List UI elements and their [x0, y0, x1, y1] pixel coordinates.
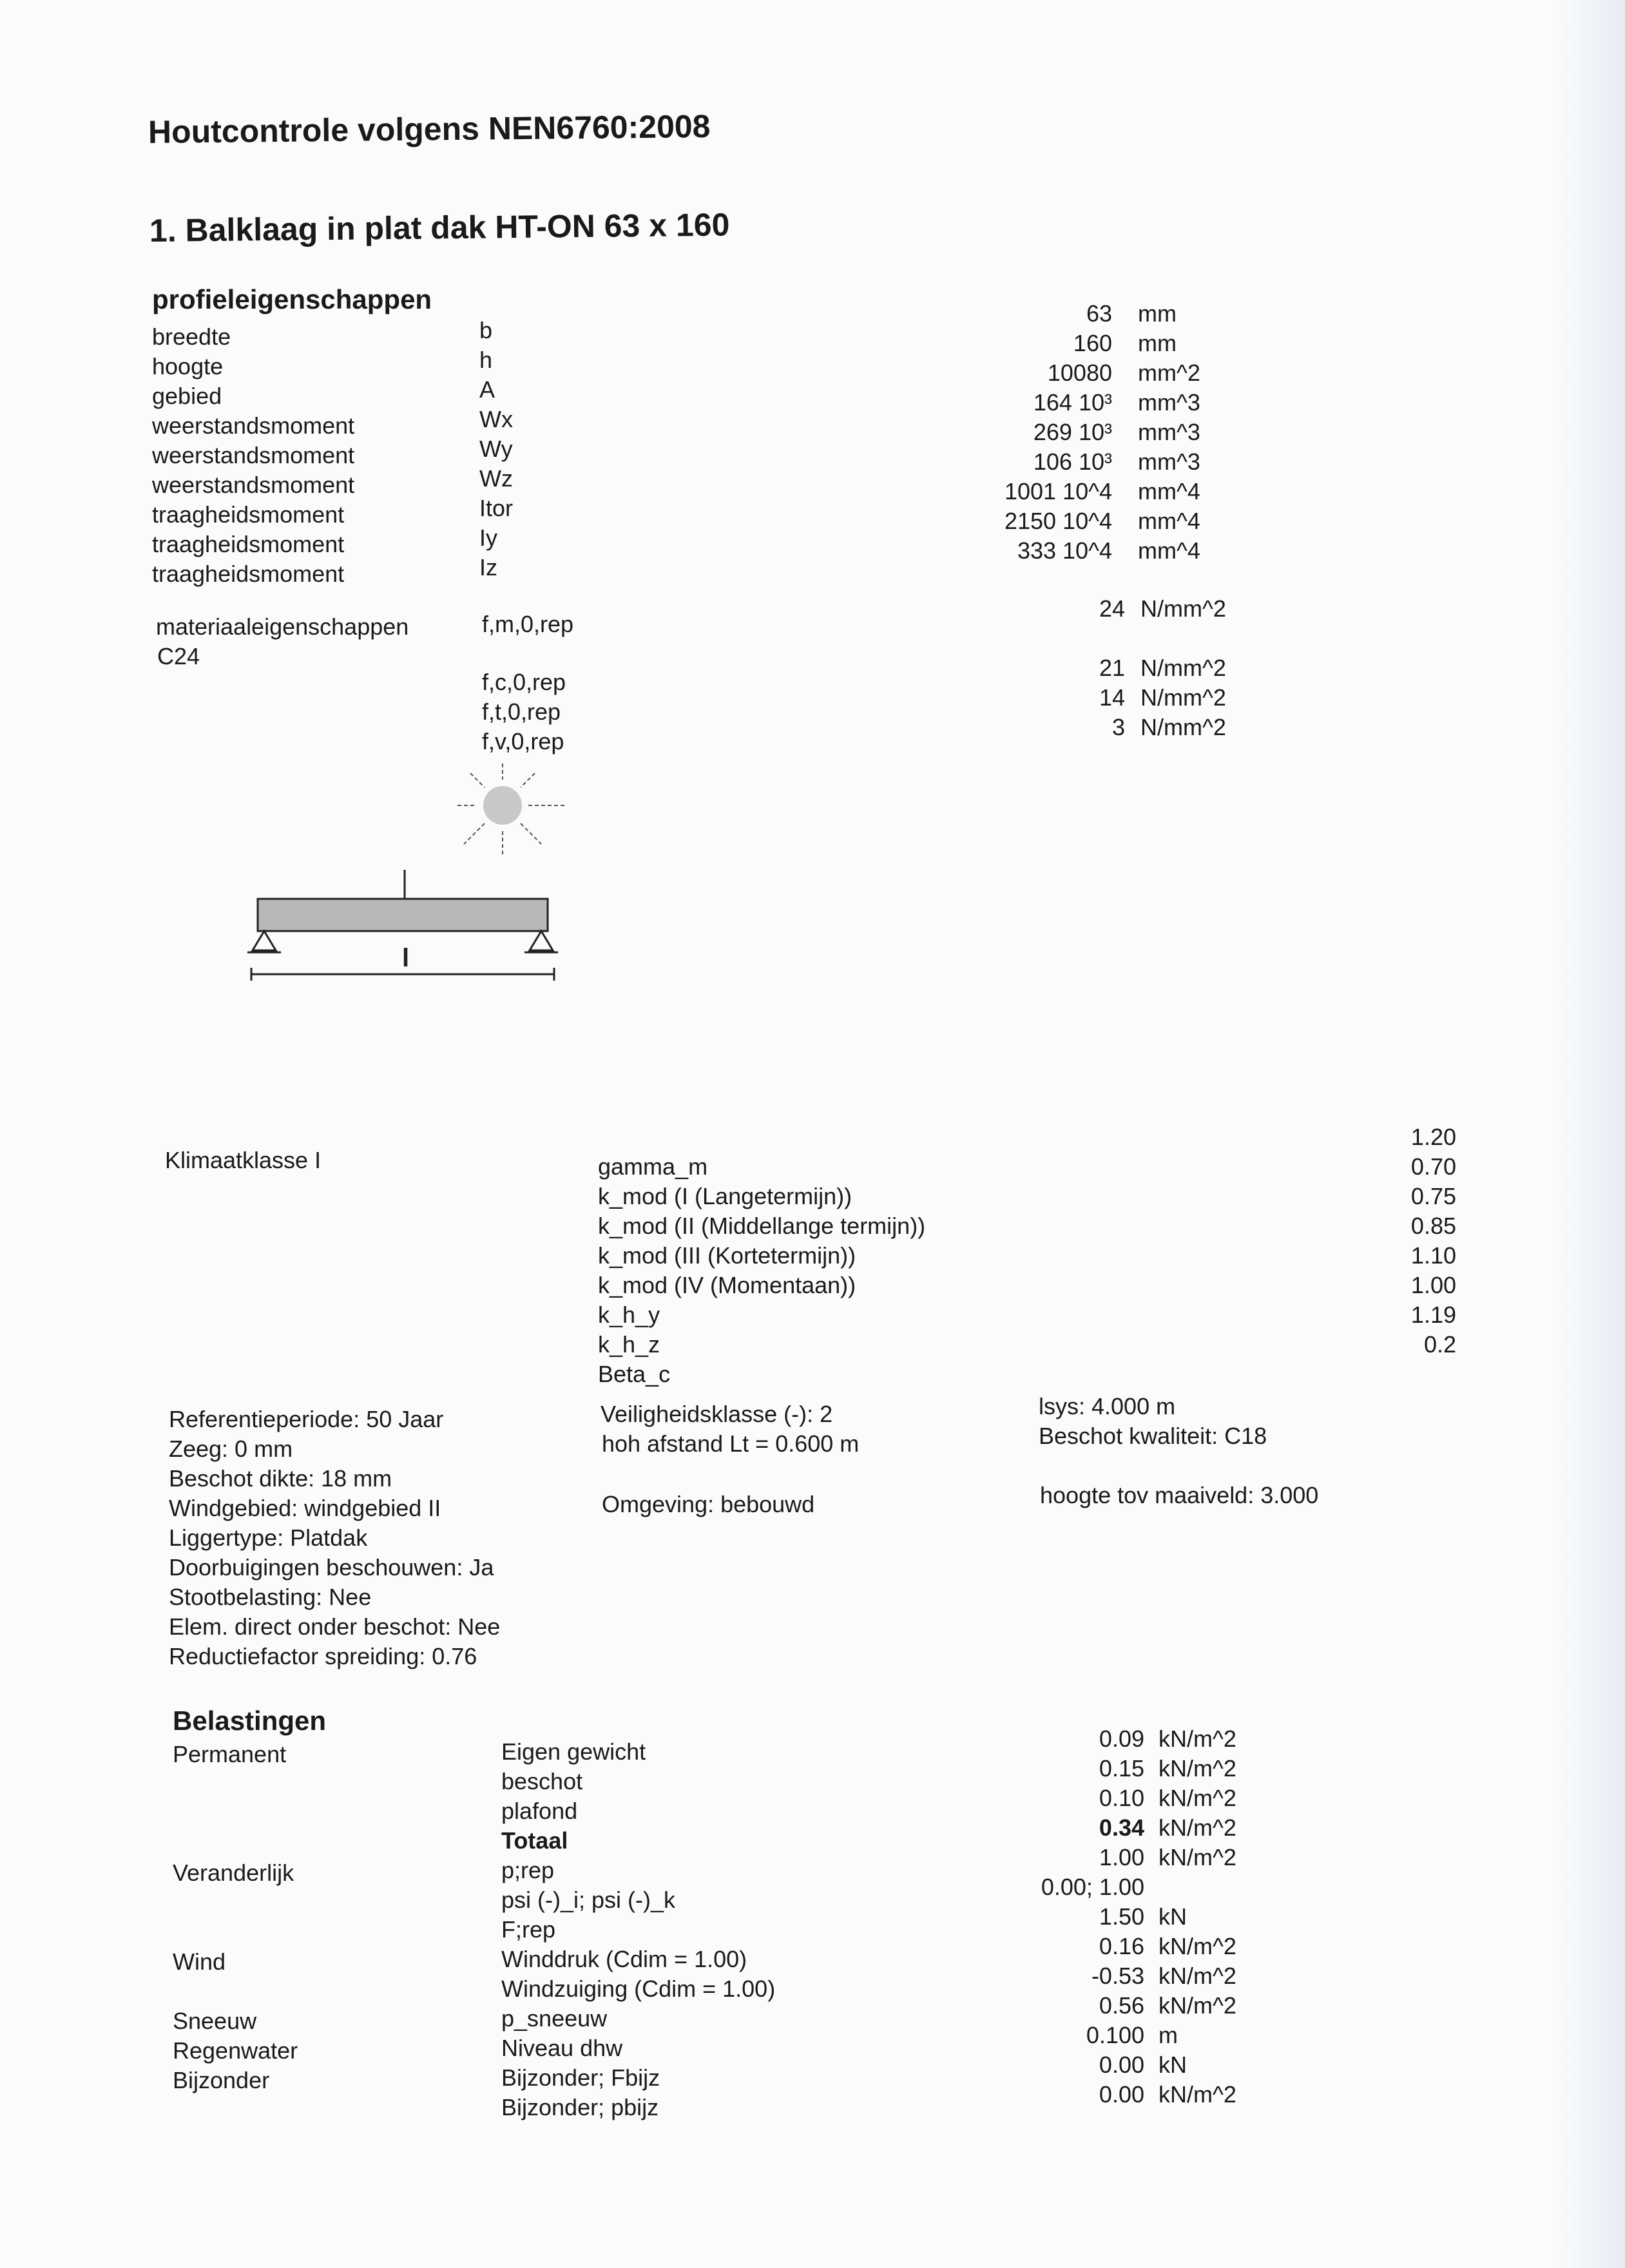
load-unit: kN — [1159, 1903, 1187, 1930]
profile-value: 160 — [1073, 330, 1112, 356]
material-grade: C24 — [157, 643, 200, 669]
material-symbol: f,v,0,rep — [482, 728, 564, 754]
load-category — [173, 1888, 298, 1917]
load-unit: kN/m^2 — [1159, 2081, 1236, 2108]
parameter-line: Zeeg: 0 mm — [169, 1436, 293, 1462]
material-value: 3 — [1111, 714, 1125, 740]
load-category: Regenwater — [173, 2037, 298, 2064]
climate-name: k_mod (IV (Momentaan)) — [598, 1272, 856, 1298]
material-value: 14 — [1099, 684, 1125, 711]
load-category: Wind — [173, 1948, 226, 1975]
load-unit: kN/m^2 — [1159, 1814, 1236, 1841]
load-unit: kN/m^2 — [1159, 1992, 1236, 2019]
profile-label: hoogte — [152, 353, 224, 380]
profile-unit: mm^4 — [1138, 478, 1200, 505]
climate-names — [598, 1122, 925, 1389]
load-category — [173, 1799, 298, 1829]
load-value: 1.00 — [1099, 1844, 1144, 1870]
load-category: Permanent — [173, 1741, 287, 1767]
load-value: 0.100 — [1086, 2022, 1144, 2048]
load-name: Winddruk (Cdim = 1.00) — [501, 1946, 747, 1972]
material-symbols — [482, 668, 566, 756]
load-name: Totaal — [501, 1827, 568, 1854]
profile-symbol: Wz — [479, 465, 513, 492]
material-symbol: f,c,0,rep — [482, 669, 566, 695]
parameter-line: Reductiefactor spreiding: 0.76 — [169, 1643, 477, 1669]
profile-label: breedte — [152, 323, 231, 350]
climate-label: Klimaatklasse I — [165, 1147, 322, 1173]
material-unit: N/mm^2 — [1140, 595, 1226, 622]
material-value: 21 — [1099, 655, 1125, 681]
load-name: psi (-)_i; psi (-)_k — [501, 1887, 676, 1913]
load-categories — [173, 1740, 298, 2125]
climate-value: 1.20 — [1410, 1124, 1456, 1150]
profile-value: 106 10³ — [1033, 448, 1112, 475]
load-unit: m — [1159, 2022, 1178, 2048]
parameter-line: Doorbuigingen beschouwen: Ja — [169, 1554, 494, 1581]
load-category: Sneeuw — [173, 2008, 257, 2034]
climate-value: 0.75 — [1410, 1183, 1456, 1209]
sun-icon — [457, 764, 567, 857]
beam-diagram — [238, 760, 573, 992]
load-value: 0.16 — [1099, 1933, 1144, 1959]
climate-name: k_h_y — [598, 1302, 660, 1328]
load-value: 0.00; 1.00 — [1041, 1874, 1144, 1900]
load-category — [173, 1977, 298, 2006]
parameter-line: Beschot dikte: 18 mm — [169, 1465, 392, 1492]
profile-unit: mm^4 — [1138, 508, 1200, 534]
profile-label: gebied — [152, 383, 222, 409]
load-unit — [1159, 1872, 1236, 1902]
veiligheidsklasse: Veiligheidsklasse (-): 2 — [601, 1401, 833, 1427]
load-names — [501, 1737, 775, 2122]
load-category: Bijzonder — [173, 2067, 270, 2093]
material-value: 24 — [1099, 595, 1125, 622]
load-value: 0.09 — [1099, 1725, 1144, 1752]
profile-value: 10080 — [1047, 360, 1112, 386]
load-value: -0.53 — [1091, 1963, 1144, 1989]
loads-heading: Belastingen — [173, 1706, 327, 1736]
parameter-line: Liggertype: Platdak — [169, 1524, 368, 1551]
load-unit: kN/m^2 — [1159, 1844, 1236, 1870]
hoh-afstand: hoh afstand Lt = 0.600 m — [602, 1430, 860, 1457]
material-unit: N/mm^2 — [1140, 655, 1226, 681]
climate-values — [1366, 1122, 1456, 1389]
load-name: Bijzonder; Fbijz — [501, 2064, 660, 2091]
profile-symbol: Wx — [479, 406, 513, 432]
load-category — [173, 1829, 298, 1858]
parameter-line: Elem. direct onder beschot: Nee — [169, 1613, 501, 1640]
load-value: 0.10 — [1099, 1785, 1144, 1811]
profile-label: weerstandsmoment — [152, 472, 355, 498]
profile-labels — [152, 322, 354, 589]
material-label: materiaaleigenschappen — [156, 613, 409, 640]
parameters-list — [169, 1405, 500, 1671]
lsys: lsys: 4.000 m — [1039, 1393, 1176, 1419]
load-name: Eigen gewicht — [501, 1738, 646, 1765]
load-name: Niveau dhw — [501, 2035, 623, 2061]
material-symbol: f,t,0,rep — [482, 698, 561, 725]
load-value: 0.34 — [1099, 1814, 1144, 1841]
load-unit: kN/m^2 — [1159, 1725, 1236, 1752]
material-symbol: f,m,0,rep — [482, 611, 574, 637]
profile-label: weerstandsmoment — [152, 442, 355, 468]
profile-symbol: b — [479, 317, 493, 343]
profile-label: traagheidsmoment — [152, 531, 345, 557]
material-unit: N/mm^2 — [1140, 714, 1226, 740]
climate-value — [1366, 1360, 1456, 1389]
profile-label: traagheidsmoment — [152, 561, 345, 587]
profile-units — [1138, 299, 1200, 566]
load-value: 0.00 — [1099, 2052, 1144, 2078]
parameter-line: Windgebied: windgebied II — [169, 1495, 441, 1521]
load-name: p;rep — [501, 1857, 555, 1883]
section-title: 1. Balklaag in plat dak HT-ON 63 x 160 — [149, 206, 730, 249]
profile-label: traagheidsmoment — [152, 501, 345, 528]
load-name: F;rep — [501, 1916, 556, 1943]
profile-value: 164 10³ — [1033, 389, 1112, 416]
profile-unit: mm^3 — [1138, 389, 1200, 416]
material-unit: N/mm^2 — [1140, 684, 1226, 711]
climate-name: k_mod (III (Kortetermijn)) — [598, 1242, 856, 1269]
profile-value: 1001 10^4 — [1004, 478, 1112, 505]
hoogte-maaiveld: hoogte tov maaiveld: 3.000 — [1040, 1482, 1319, 1508]
profile-value: 63 — [1086, 300, 1112, 327]
load-value: 0.00 — [1099, 2081, 1144, 2108]
profile-unit: mm^4 — [1138, 537, 1200, 564]
load-name: Windzuiging (Cdim = 1.00) — [501, 1975, 776, 2002]
profile-value: 2150 10^4 — [1004, 508, 1112, 534]
profile-symbols — [479, 316, 513, 582]
support-right-icon — [524, 931, 558, 952]
load-unit: kN/m^2 — [1159, 1755, 1236, 1782]
profile-symbol: Wy — [479, 436, 513, 462]
profile-symbol: A — [479, 376, 495, 403]
climate-name — [598, 1122, 925, 1152]
climate-name: k_mod (II (Middellange termijn)) — [598, 1213, 926, 1239]
profile-label: weerstandsmoment — [152, 412, 355, 439]
profile-symbol: Iz — [479, 554, 498, 581]
page-title: Houtcontrole volgens NEN6760:2008 — [148, 108, 711, 150]
climate-name: k_h_z — [598, 1331, 660, 1358]
climate-name: Beta_c — [598, 1361, 671, 1387]
load-category — [173, 1917, 298, 1947]
load-unit: kN/m^2 — [1159, 1933, 1236, 1959]
load-value: 0.56 — [1099, 1992, 1144, 2019]
load-values — [992, 1724, 1144, 2109]
load-name: beschot — [501, 1768, 583, 1794]
parameter-line: Stootbelasting: Nee — [169, 1584, 372, 1610]
profile-unit: mm — [1138, 300, 1177, 327]
material-values — [1031, 653, 1125, 742]
load-unit: kN — [1159, 2052, 1187, 2078]
omgeving: Omgeving: bebouwd — [602, 1491, 815, 1517]
load-category — [173, 2095, 298, 2125]
load-unit: kN/m^2 — [1159, 1963, 1236, 1989]
climate-name: gamma_m — [598, 1153, 708, 1180]
profile-symbol: h — [479, 347, 493, 373]
parameter-line: Referentieperiode: 50 Jaar — [169, 1406, 444, 1432]
beam — [258, 899, 548, 931]
climate-value: 1.00 — [1410, 1272, 1456, 1298]
climate-value: 0.85 — [1410, 1213, 1456, 1239]
load-category: Veranderlijk — [173, 1860, 294, 1886]
load-value: 0.15 — [1099, 1755, 1144, 1782]
profile-unit: mm^2 — [1138, 360, 1200, 386]
profile-unit: mm — [1138, 330, 1177, 356]
climate-value: 0.70 — [1410, 1153, 1456, 1180]
profile-value: 333 10^4 — [1017, 537, 1112, 564]
load-unit: kN/m^2 — [1159, 1785, 1236, 1811]
climate-value: 0.2 — [1423, 1331, 1456, 1358]
support-left-icon — [247, 931, 281, 952]
profile-symbol: Itor — [479, 495, 514, 521]
load-units — [1159, 1724, 1236, 2109]
profile-unit: mm^3 — [1138, 448, 1200, 475]
profile-heading: profieleigenschappen — [152, 284, 432, 314]
material-units — [1140, 653, 1226, 742]
load-name: p_sneeuw — [501, 2005, 608, 2032]
span-label: l — [402, 944, 410, 972]
profile-symbol: Iy — [479, 524, 498, 551]
load-value: 1.50 — [1099, 1903, 1144, 1930]
profile-unit: mm^3 — [1138, 419, 1200, 445]
profile-value: 269 10³ — [1033, 419, 1112, 445]
climate-name: k_mod (I (Langetermijn)) — [598, 1183, 852, 1209]
load-name: plafond — [501, 1798, 578, 1824]
profile-values — [954, 299, 1112, 566]
scan-edge-shadow — [1554, 0, 1625, 2268]
climate-value: 1.10 — [1410, 1242, 1456, 1269]
load-name: Bijzonder; pbijz — [501, 2094, 659, 2120]
climate-value: 1.19 — [1410, 1302, 1456, 1328]
load-category — [173, 1769, 298, 1799]
beschot-kwaliteit: Beschot kwaliteit: C18 — [1039, 1423, 1267, 1449]
